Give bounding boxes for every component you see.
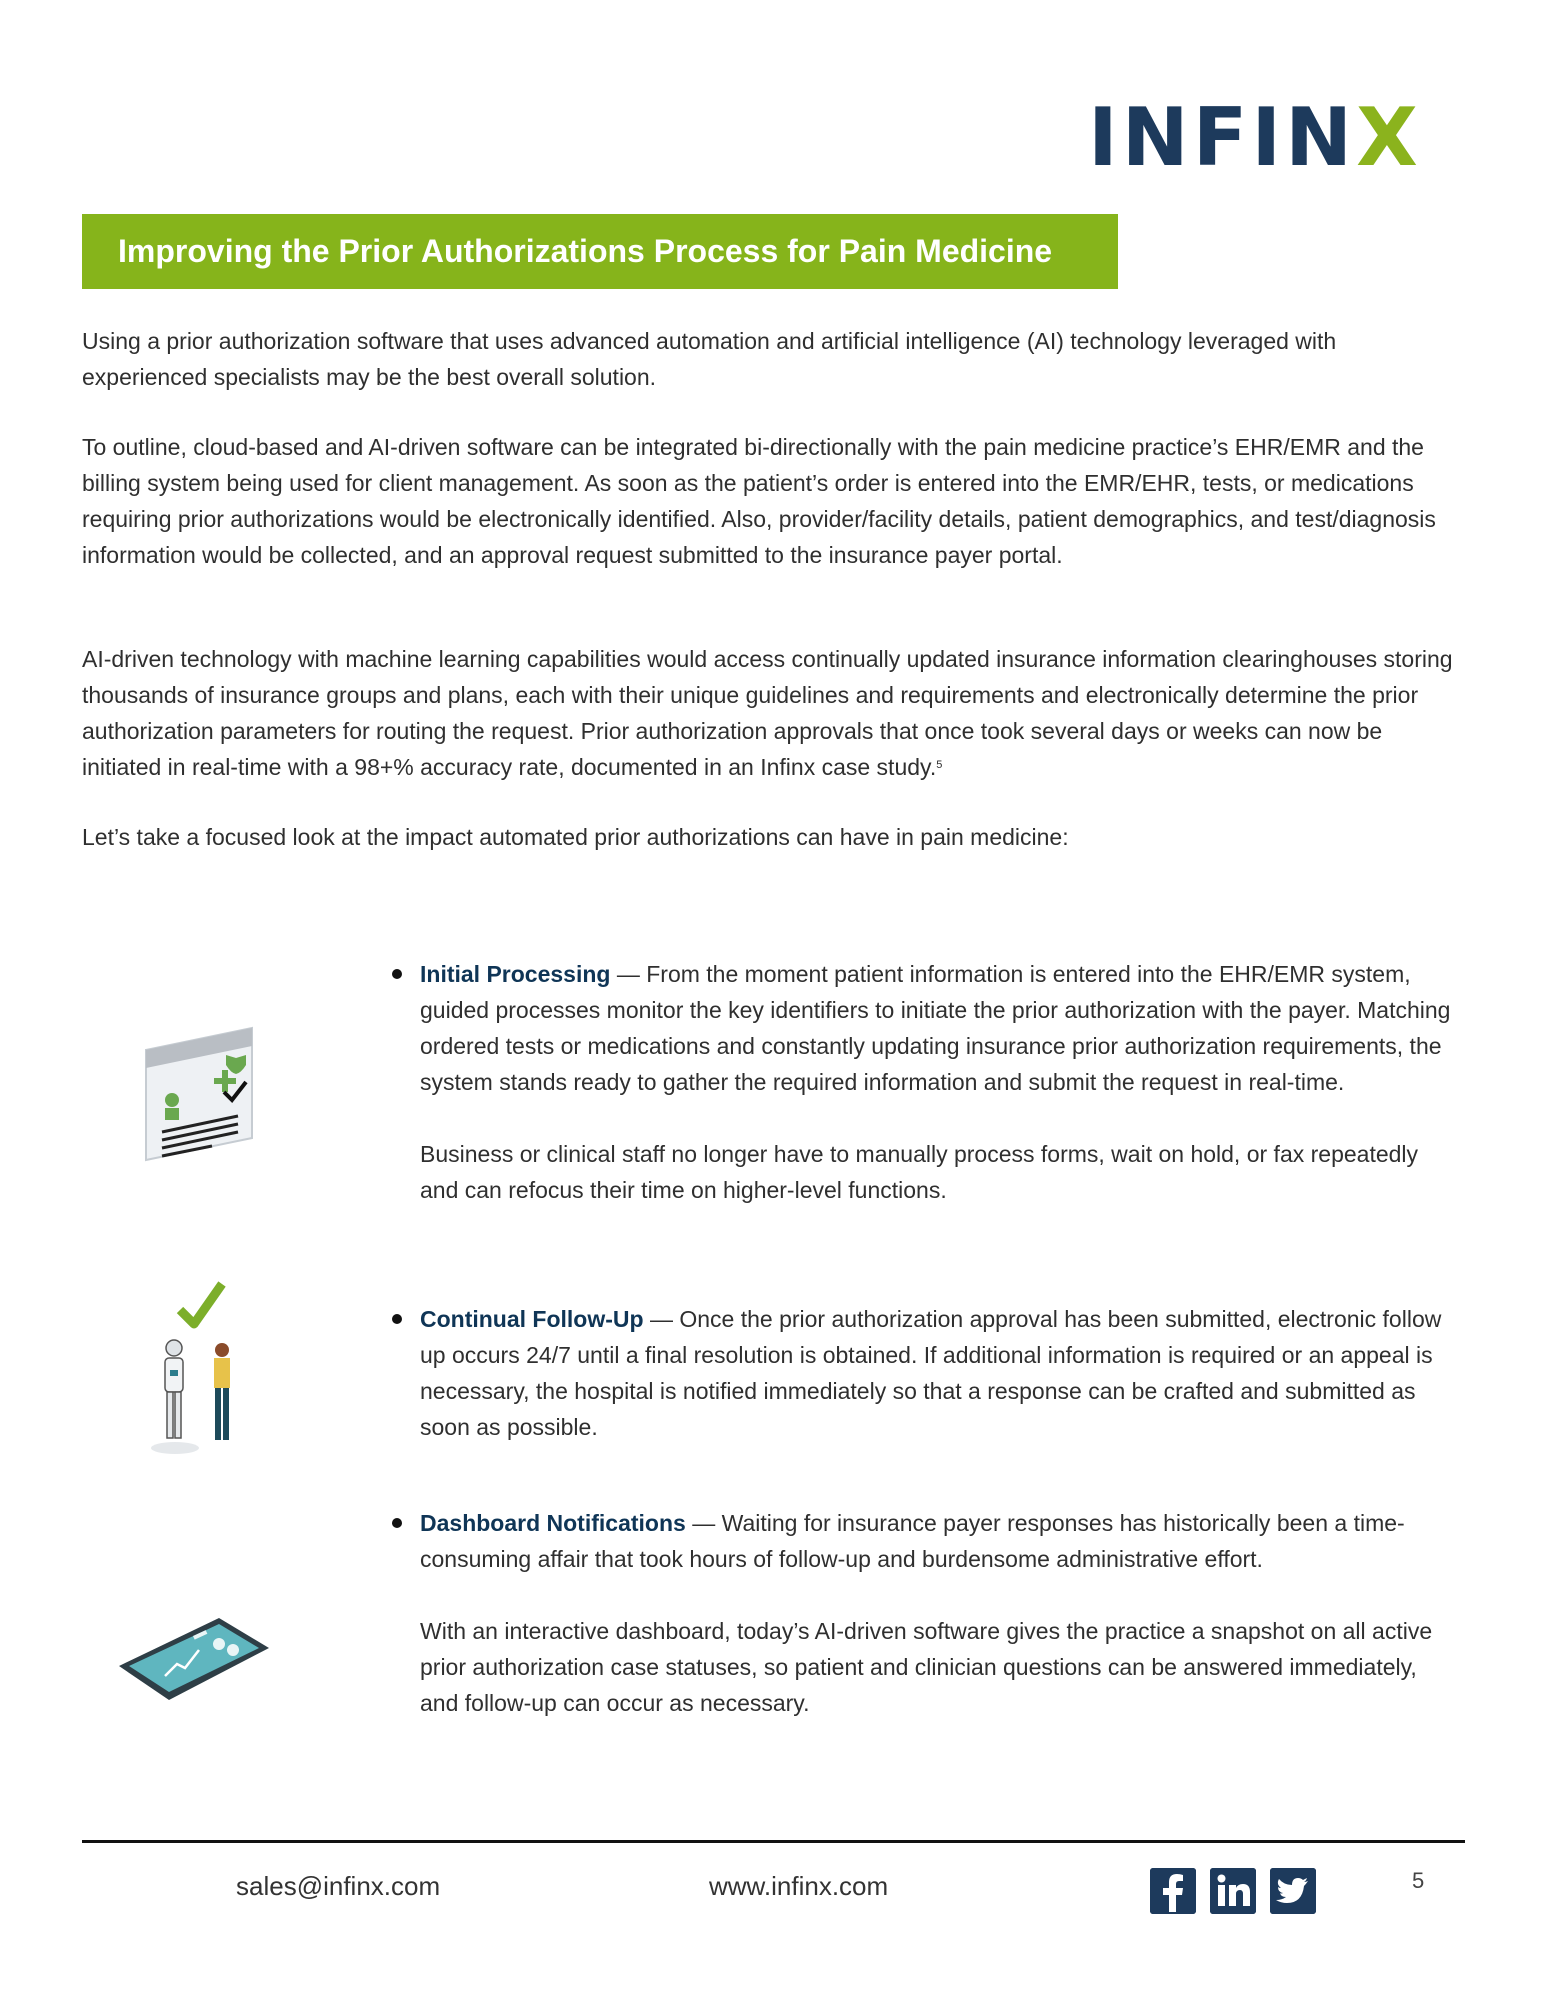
robot-and-person-illustration: [140, 1270, 260, 1465]
dashboard-tablet-illustration: [115, 1610, 275, 1715]
logo-accent: X: [1356, 91, 1422, 184]
bullet-body: [420, 1301, 1460, 1445]
bullet-continual-follow-up: [420, 1301, 1460, 1445]
footer-divider: [82, 1840, 1465, 1843]
bullet-extra-paragraph: Business or clinical staff no longer have to manually process forms, wait on hold, or fax repeatedly and can refocus their time on higher-level functions.: [420, 1141, 1419, 1203]
bullet-description: — Once the prior authorization approval has been submitted, electronic follow up occurs 24/7 until a final resolution is obtained. If additional information is required or an appeal is necessary, the hospital is notified immediately so that a response can be crafted and submitted as soon as possible.: [420, 1306, 1442, 1440]
footnote-marker: 5: [936, 759, 943, 771]
bullet-title: Dashboard Notifications: [420, 1510, 686, 1536]
authorization-form-illustration: [142, 1020, 262, 1175]
linkedin-icon[interactable]: [1210, 1868, 1256, 1914]
footer-website-link[interactable]: www.infinx.com: [709, 1871, 889, 1901]
facebook-icon[interactable]: [1150, 1868, 1196, 1914]
twitter-icon[interactable]: [1270, 1868, 1316, 1914]
focus-paragraph: Let’s take a focused look at the impact automated prior authorizations can have in pain medicine:: [82, 824, 1069, 850]
logo-text: INFIN: [1088, 91, 1357, 184]
section-title-banner: Improving the Prior Authorizations Process for Pain Medicine: [82, 214, 1118, 289]
bullet-title: Initial Processing: [420, 961, 611, 987]
bullet-initial-processing: [420, 956, 1460, 1208]
bullet-marker: [392, 1314, 402, 1324]
bullet-title: Continual Follow-Up: [420, 1306, 644, 1332]
intro-paragraph: Using a prior authorization software that uses advanced automation and artificial intelligence (AI) technology leveraged with experienced specialists may be the best overall solution.: [82, 328, 1337, 390]
ai-technology-text: AI-driven technology with machine learning capabilities would access continually updated insurance information clearinghouses storing thousands of insurance groups and plans, each with their unique guidelines and requirements and electronically determine the prior authorization parameters for routing the request. Prior authorization approvals that once took several days or weeks can now be initiated in real-time with a 98+% accuracy rate, documented in an Infinx case study.: [82, 646, 1453, 780]
outline-paragraph: To outline, cloud-based and AI-driven software can be integrated bi-directionally with the pain medicine practice’s EHR/EMR and the billing system being used for client management. As soon as the patient’s order is entered into the EMR/EHR, tests, or medications requiring prior authorizations would be electronically identified. Also, provider/facility details, patient demographics, and test/diagnosis information would be collected, and an approval request submitted to the insurance payer portal.: [82, 434, 1436, 568]
bullet-marker: [392, 1518, 402, 1528]
page-number: 5: [1412, 1868, 1425, 1893]
infinx-logo: [1088, 91, 1422, 184]
ai-technology-paragraph: [82, 641, 1462, 785]
bullet-body: [420, 1505, 1460, 1577]
footer-email-link[interactable]: sales@infinx.com: [236, 1871, 441, 1901]
bullet-dashboard-notifications: [420, 1505, 1460, 1721]
bullet-description: — From the moment patient information is entered into the EHR/EMR system, guided processes monitor the key identifiers to initiate the prior authorization with the payer. Matching ordered tests or medications and constantly updating insurance prior authorization requirements, the system stands ready to gather the required information and submit the request in real-time.: [420, 961, 1451, 1095]
bullet-extra-paragraph: With an interactive dashboard, today’s AI-driven software gives the practice a snapshot on all active prior authorization case statuses, so patient and clinician questions can be answered immediately, and follow-up can occur as necessary.: [420, 1618, 1433, 1716]
bullet-body: [420, 956, 1460, 1100]
bullet-description: — Waiting for insurance payer responses has historically been a time-consuming affair that took hours of follow-up and burdensome administrative effort.: [420, 1510, 1405, 1572]
bullet-marker: [392, 969, 402, 979]
